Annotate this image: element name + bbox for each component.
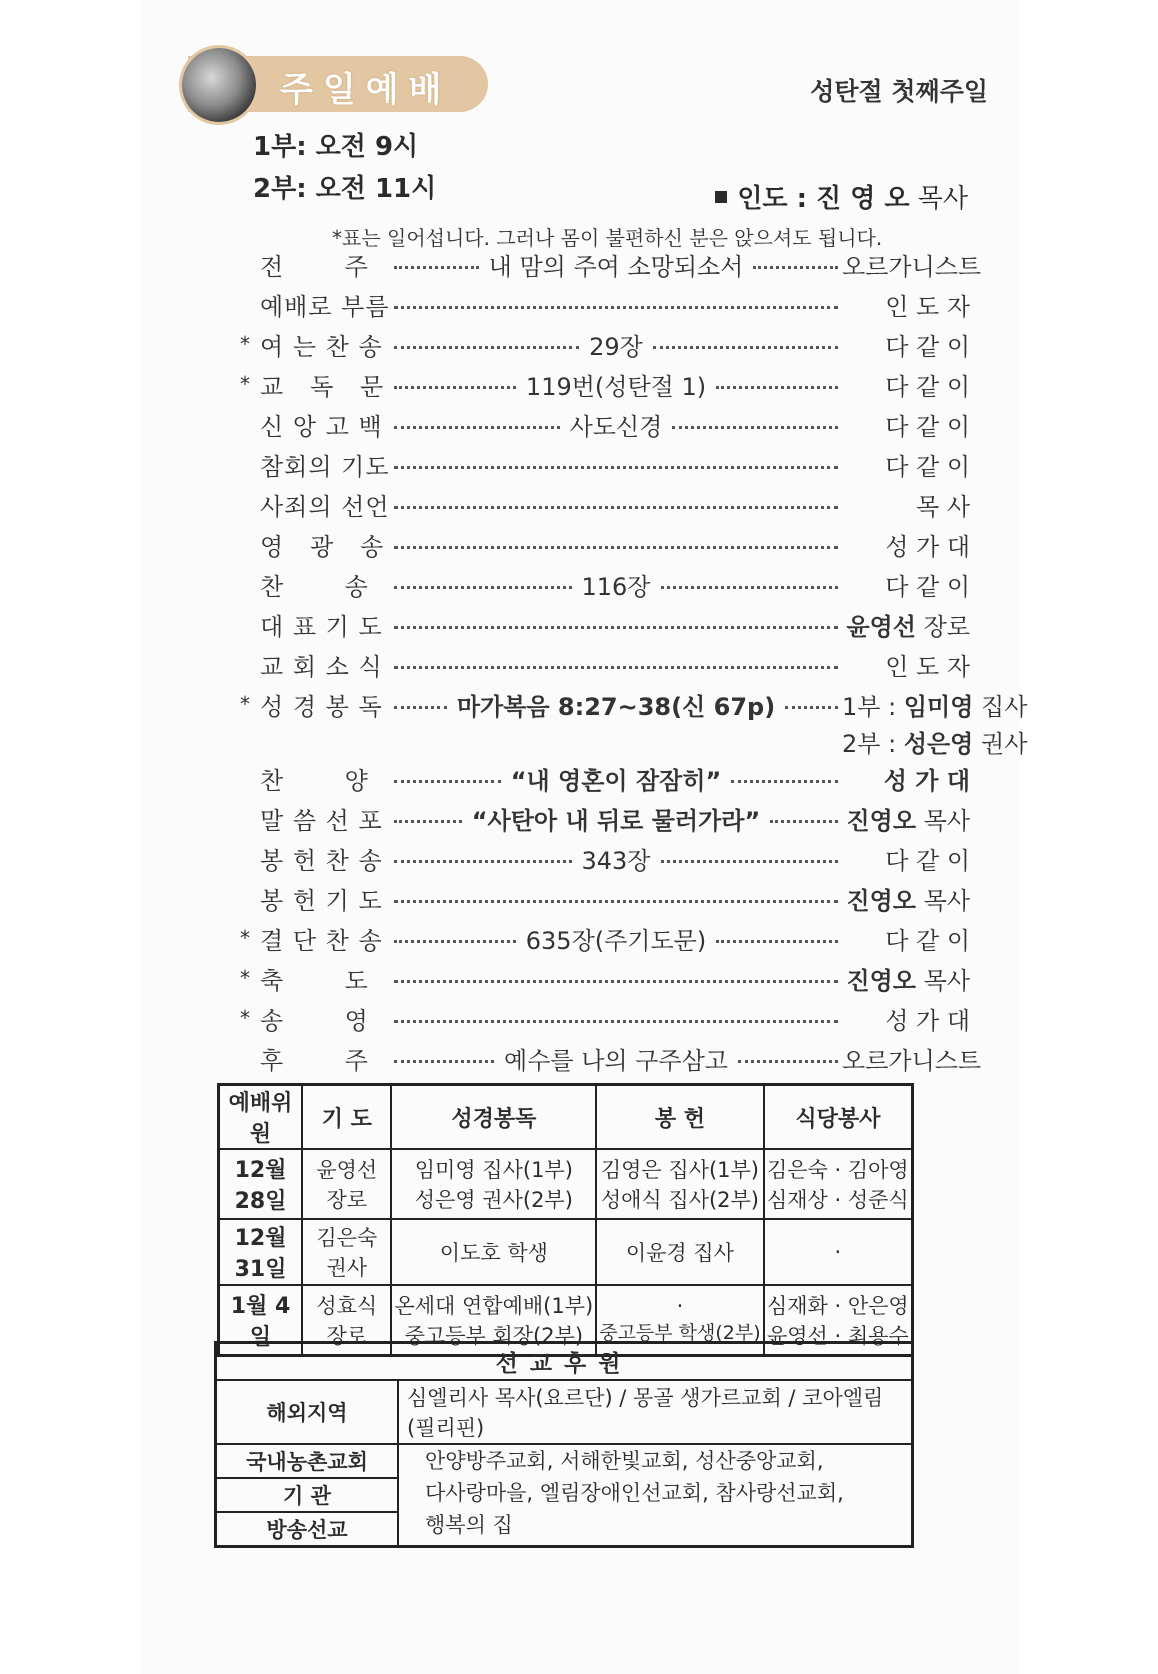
order-item (240, 684, 1028, 724)
leader-dots (653, 346, 838, 349)
standing-mark: * (240, 966, 250, 990)
leader-name: 진 영 오 (816, 184, 910, 214)
reading-person: 온세대 연합예배(1부) (394, 1293, 594, 1318)
table-row (219, 1219, 913, 1285)
order-item-content: “사탄아 내 뒤로 물러가라” (471, 806, 761, 835)
order-item (240, 324, 970, 364)
leader-dots (394, 306, 838, 309)
standing-mark: * (240, 332, 250, 356)
reading-person: 임미영 집사(1부) (414, 1158, 573, 1182)
order-item-content: 29장 (589, 332, 643, 361)
kitchen-person: 김은숙 · 김아영 (766, 1158, 909, 1182)
order-item-label: 전 주 (260, 252, 369, 281)
order-item-content: “내 영혼이 잠잠히” (510, 766, 722, 795)
order-item (240, 644, 970, 684)
column-header: 성경봉독 (391, 1085, 596, 1150)
leader-name: 임미영 (903, 692, 974, 721)
praying-hands-photo (182, 48, 256, 122)
order-item-leader (842, 527, 970, 562)
order-item (240, 484, 970, 524)
order-item (240, 564, 970, 604)
reading-person: 성은영 권사(2부) (414, 1188, 573, 1212)
leader-dots (731, 780, 838, 783)
order-item-leader (842, 961, 970, 996)
order-item (240, 958, 970, 998)
offering-person: 중고등부 학생(2부) (599, 1322, 761, 1345)
order-item (240, 604, 970, 644)
mission-value: 다사랑마을, 엘림장애인선교회, 참사랑선교회, (425, 1481, 844, 1505)
order-item-label: 교 독 문 (260, 372, 385, 401)
leader-dots (394, 980, 838, 983)
leader-role: 집사 (973, 692, 1028, 721)
leader-role: 인 도 자 (885, 292, 970, 321)
order-item-leader (842, 367, 970, 402)
leader-role: 다 같 이 (885, 412, 970, 441)
leader-role: 목 사 (916, 492, 970, 521)
leader-name: 윤영선 (846, 612, 916, 641)
order-item-content: 116장 (581, 572, 651, 601)
order-item-label: 사죄의 선언 (260, 492, 390, 521)
table-row (219, 1149, 913, 1219)
order-item (240, 284, 970, 324)
column-header: 기 도 (302, 1085, 391, 1150)
leader-dots (770, 820, 838, 823)
leader-role: 오르가니스트 (842, 252, 982, 281)
leader-role: 다 같 이 (885, 452, 970, 481)
order-of-worship (240, 244, 1028, 1078)
leader-role: 성 가 대 (885, 1006, 970, 1035)
service-date: 12월 28일 (219, 1149, 303, 1219)
service-leader (715, 178, 968, 215)
leader-role: 다 같 이 (885, 372, 971, 401)
order-item-content: 마가복음 8:27~38(신 67p) (456, 692, 776, 721)
table-row (216, 1380, 913, 1444)
leader-dots (753, 266, 838, 269)
leader-name: 성은영 (903, 729, 974, 758)
mission-value: 안양방주교회, 서해한빛교회, 성산중앙교회, (425, 1449, 824, 1473)
order-item-label: 말 씀 선 포 (260, 806, 383, 835)
order-item-label: 봉 헌 기 도 (260, 886, 383, 915)
leader-dots (394, 466, 838, 469)
leader-dots (394, 586, 572, 589)
mission-category: 해외지역 (216, 1380, 399, 1444)
standing-mark: * (240, 372, 250, 396)
order-item-leader (842, 687, 1028, 722)
mission-title: 선교후원 (216, 1343, 913, 1381)
leader-dots (738, 1060, 838, 1063)
page-header (188, 48, 988, 128)
leader-role: 권사 (973, 729, 1028, 758)
leader-dots (394, 506, 838, 509)
first-service-time: 1부: 오전 9시 (253, 132, 419, 162)
leader-role: 목사 (916, 886, 970, 915)
order-item-content: 내 맘의 주여 소망되소서 (488, 252, 744, 281)
order-item (240, 404, 970, 444)
order-item-leader (842, 1041, 982, 1076)
order-item-leader (842, 801, 970, 836)
reading-cell (391, 1219, 596, 1285)
order-item-label: 참회의 기도 (260, 452, 390, 481)
service-date: 1월 4일 (219, 1285, 303, 1355)
leader-role: 인 도 자 (885, 652, 970, 681)
mission-category: 방송선교 (216, 1512, 399, 1547)
leader-name: 진영오 (846, 966, 916, 995)
leader-dots (394, 780, 501, 783)
order-item (240, 1038, 982, 1078)
mission-category: 국내농촌교회 (216, 1444, 399, 1478)
standing-note: *표는 일어섭니다. 그러나 몸이 불편하신 분은 앉으셔도 됩니다. (332, 226, 883, 250)
offering-person: 김영은 집사(1부) (600, 1158, 759, 1182)
leader-name: 성 가 대 (883, 766, 971, 795)
order-item-leader (842, 247, 982, 282)
mission-support-table (214, 1341, 914, 1548)
leader-dots (394, 666, 838, 669)
order-item-content: 119번(성탄절 1) (525, 372, 707, 401)
offering-cell (596, 1219, 763, 1285)
prayer-person: 윤영선 장로 (302, 1149, 391, 1219)
order-item (240, 364, 970, 404)
offering-person: 이윤경 집사 (625, 1241, 734, 1265)
page-title: 주일예배 (280, 70, 452, 110)
order-item-leader (842, 724, 1028, 759)
order-item-label: 영 광 송 (260, 532, 385, 561)
order-item (240, 798, 970, 838)
leader-label: 인도 : (737, 184, 817, 214)
leader-dots (394, 346, 579, 349)
leader-role: 오르가니스트 (842, 1046, 982, 1075)
order-item-leader (842, 1001, 970, 1036)
leader-dots (394, 626, 838, 629)
worship-committee-table (217, 1083, 914, 1357)
order-item-label: 축 도 (260, 966, 369, 995)
order-item-label: 송 영 (260, 1006, 369, 1035)
leader-dots (394, 706, 447, 709)
order-item (240, 758, 970, 798)
mission-category: 기 관 (216, 1478, 399, 1512)
reading-person: 중고등부 회장(2부) (404, 1323, 584, 1348)
leader-dots (394, 386, 516, 389)
kitchen-cell (764, 1149, 913, 1219)
leader-dots (716, 940, 838, 943)
table-header-row (219, 1085, 913, 1150)
order-item-content: 예수를 나의 구주삼고 (504, 1046, 728, 1075)
table-row (216, 1444, 913, 1478)
order-item-label: 결 단 찬 송 (260, 926, 383, 955)
order-item-label: 찬 양 (260, 766, 369, 795)
order-item-content: 343장 (581, 846, 651, 875)
order-item-label: 신 앙 고 백 (260, 412, 383, 441)
order-item-leader (842, 647, 970, 682)
leader-dots (394, 546, 838, 549)
leader-role: 다 같 이 (885, 572, 970, 601)
leader-role: 다 같 이 (885, 926, 970, 955)
order-item-label: 교 회 소 식 (260, 652, 383, 681)
offering-cell (596, 1149, 763, 1219)
leader-dots (394, 1020, 838, 1023)
order-item-leader (842, 567, 970, 602)
leader-dots (394, 266, 479, 269)
order-item-label: 성 경 봉 독 (260, 692, 383, 721)
leader-dots (394, 900, 838, 903)
offering-person: · (676, 1294, 684, 1319)
order-item-content: 635장(주기도문) (525, 926, 707, 955)
order-item-leader (842, 407, 970, 442)
kitchen-person: 심재화 · 안은영 (766, 1293, 909, 1318)
order-item (240, 998, 970, 1038)
leader-dots (785, 706, 838, 709)
leader-role: 목사 (916, 966, 970, 995)
order-item (240, 444, 970, 484)
kitchen-person: 심재상 · 성준식 (766, 1188, 909, 1212)
order-item-leader (842, 761, 970, 796)
column-header: 봉 헌 (596, 1085, 763, 1150)
order-item-leader (842, 841, 970, 876)
leader-dots (394, 940, 516, 943)
column-header: 예배위원 (219, 1085, 303, 1150)
mission-value-group (398, 1444, 913, 1547)
leader-name: 진영오 (846, 806, 917, 835)
reading-person: 이도호 학생 (439, 1241, 548, 1265)
leader-dots (394, 1060, 494, 1063)
order-item (240, 244, 982, 284)
order-item-label: 대 표 기 도 (260, 612, 383, 641)
order-item-label: 여 는 찬 송 (260, 332, 383, 361)
service-part: 1부 : (842, 692, 904, 721)
leader-title: 목사 (909, 184, 968, 214)
kitchen-cell (764, 1219, 913, 1285)
order-item-content: 사도신경 (569, 412, 663, 441)
second-service-time: 2부: 오전 11시 (253, 174, 437, 204)
reading-cell (391, 1149, 596, 1219)
order-item-label: 예배로 부름 (260, 292, 390, 321)
order-item-label: 봉 헌 찬 송 (260, 846, 383, 875)
standing-mark: * (240, 692, 250, 716)
service-part: 2부 : (842, 729, 904, 758)
order-item (240, 918, 970, 958)
order-item-leader (842, 327, 970, 362)
leader-role: 성 가 대 (885, 532, 970, 561)
standing-mark: * (240, 926, 250, 950)
order-item-leader (842, 287, 970, 322)
leader-name: 진영오 (846, 886, 916, 915)
service-date: 12월 31일 (219, 1219, 303, 1285)
leader-role: 장로 (916, 612, 970, 641)
order-item (240, 878, 970, 918)
order-item-leader (842, 881, 970, 916)
season-label: 성탄절 첫째주일 (810, 77, 988, 106)
standing-mark: * (240, 1006, 250, 1030)
order-item-leader (842, 921, 970, 956)
kitchen-person: · (834, 1240, 842, 1264)
kitchen-person: 윤영선 · 최용수 (766, 1323, 909, 1348)
order-item-leader (842, 447, 970, 482)
bullet-square-icon (715, 191, 727, 203)
order-item-leader (842, 487, 970, 522)
order-item-label: 후 주 (260, 1046, 369, 1075)
leader-dots (716, 386, 838, 389)
order-item (240, 724, 1028, 758)
offering-person: 성애식 집사(2부) (600, 1188, 759, 1212)
leader-role: 다 같 이 (885, 332, 971, 361)
leader-dots (394, 860, 572, 863)
leader-role: 다 같 이 (885, 846, 970, 875)
order-item-label: 찬 송 (260, 572, 369, 601)
leader-dots (394, 820, 462, 823)
leader-dots (394, 426, 560, 429)
leader-dots (661, 586, 839, 589)
column-header: 식당봉사 (764, 1085, 913, 1150)
order-item (240, 838, 970, 878)
order-item (240, 524, 970, 564)
mission-value: 심엘리사 목사(요르단) / 몽골 생가르교회 / 코아엘림(필리핀) (398, 1380, 913, 1444)
leader-dots (661, 860, 839, 863)
order-item-leader (842, 607, 970, 642)
mission-value: 행복의 집 (425, 1513, 513, 1537)
prayer-person: 성효식 장로 (302, 1285, 391, 1355)
prayer-person: 김은숙 권사 (302, 1219, 391, 1285)
leader-dots (672, 426, 838, 429)
leader-role: 목사 (916, 806, 971, 835)
